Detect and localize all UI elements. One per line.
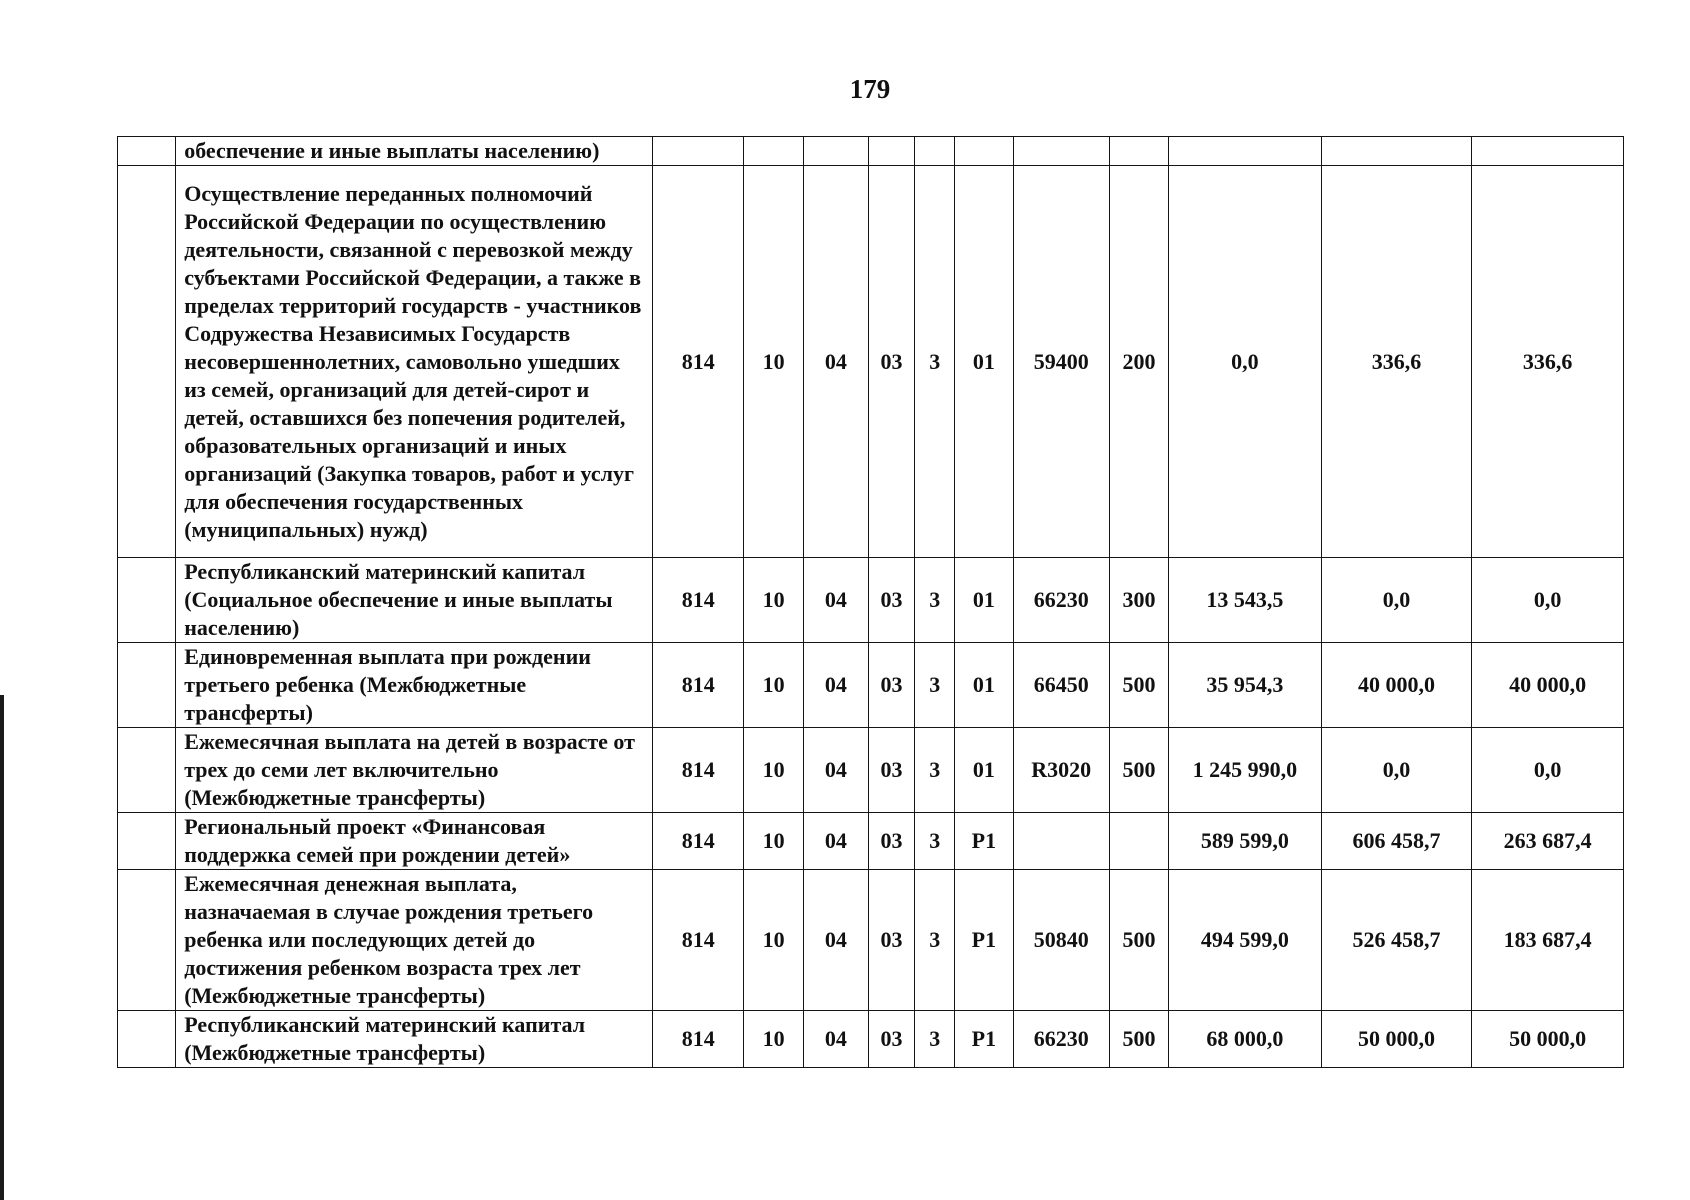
expense-type-cell: 500 <box>1109 1011 1168 1068</box>
table-row <box>118 1011 1624 1068</box>
row-name-cell: обеспечение и иные выплаты населению) <box>176 137 653 166</box>
amount-year-1-cell: 68 000,0 <box>1169 1011 1322 1068</box>
row-name-cell: Ежемесячная денежная выплата, назначаемая в случае рождения третьего ребенка или последующих детей до достижения ребенком возраста трех лет (Межбюджетные трансферты) <box>176 870 653 1011</box>
admin-code-cell: 814 <box>653 643 744 728</box>
row-name-cell: Единовременная выплата при рождении третьего ребенка (Межбюджетные трансферты) <box>176 643 653 728</box>
main-activity-code-cell: P1 <box>955 870 1013 1011</box>
direction-code-cell: 66230 <box>1013 1011 1109 1068</box>
row-name-cell: Республиканский материнский капитал (Социальное обеспечение и иные выплаты населению) <box>176 558 653 643</box>
row-number-cell <box>118 166 176 558</box>
amount-year-3-cell: 263 687,4 <box>1472 813 1624 870</box>
amount-year-1-cell <box>1169 137 1322 166</box>
main-activity-code-cell: P1 <box>955 813 1013 870</box>
amount-year-1-cell: 589 599,0 <box>1169 813 1322 870</box>
table-row <box>118 558 1624 643</box>
direction-code-cell: 50840 <box>1013 870 1109 1011</box>
expense-type-cell: 500 <box>1109 728 1168 813</box>
direction-code-cell: 66450 <box>1013 643 1109 728</box>
section-code-cell: 10 <box>744 1011 803 1068</box>
main-activity-code-cell: 01 <box>955 558 1013 643</box>
main-activity-code-cell: 01 <box>955 166 1013 558</box>
subsection-code-cell: 04 <box>803 870 868 1011</box>
direction-code-cell: R3020 <box>1013 728 1109 813</box>
amount-year-2-cell: 0,0 <box>1321 728 1472 813</box>
amount-year-3-cell <box>1472 137 1624 166</box>
row-number-cell <box>118 813 176 870</box>
row-number-cell <box>118 728 176 813</box>
expense-type-cell <box>1109 137 1168 166</box>
subprogram-code-cell: 3 <box>915 1011 955 1068</box>
admin-code-cell: 814 <box>653 728 744 813</box>
amount-year-3-cell: 50 000,0 <box>1472 1011 1624 1068</box>
admin-code-cell: 814 <box>653 558 744 643</box>
subprogram-code-cell <box>915 137 955 166</box>
table-row <box>118 643 1624 728</box>
admin-code-cell: 814 <box>653 166 744 558</box>
expense-type-cell: 500 <box>1109 870 1168 1011</box>
amount-year-2-cell: 336,6 <box>1321 166 1472 558</box>
admin-code-cell <box>653 137 744 166</box>
expense-type-cell: 500 <box>1109 643 1168 728</box>
row-number-cell <box>118 137 176 166</box>
row-name-cell: Региональный проект «Финансовая поддержка семей при рождении детей» <box>176 813 653 870</box>
amount-year-3-cell: 0,0 <box>1472 558 1624 643</box>
section-code-cell: 10 <box>744 813 803 870</box>
expense-type-cell <box>1109 813 1168 870</box>
subprogram-code-cell: 3 <box>915 166 955 558</box>
row-number-cell <box>118 643 176 728</box>
admin-code-cell: 814 <box>653 870 744 1011</box>
amount-year-2-cell: 606 458,7 <box>1321 813 1472 870</box>
row-number-cell <box>118 558 176 643</box>
amount-year-3-cell: 0,0 <box>1472 728 1624 813</box>
subsection-code-cell: 04 <box>803 643 868 728</box>
direction-code-cell: 59400 <box>1013 166 1109 558</box>
amount-year-3-cell: 40 000,0 <box>1472 643 1624 728</box>
subprogram-code-cell: 3 <box>915 558 955 643</box>
subsection-code-cell: 04 <box>803 728 868 813</box>
subsection-code-cell: 04 <box>803 1011 868 1068</box>
amount-year-3-cell: 336,6 <box>1472 166 1624 558</box>
program-code-cell <box>868 137 914 166</box>
amount-year-1-cell: 1 245 990,0 <box>1169 728 1322 813</box>
subprogram-code-cell: 3 <box>915 643 955 728</box>
subprogram-code-cell: 3 <box>915 728 955 813</box>
row-name-cell: Ежемесячная выплата на детей в возрасте от трех до семи лет включительно (Межбюджетные трансферты) <box>176 728 653 813</box>
program-code-cell: 03 <box>868 813 914 870</box>
amount-year-2-cell: 40 000,0 <box>1321 643 1472 728</box>
table-row <box>118 137 1624 166</box>
section-code-cell: 10 <box>744 728 803 813</box>
subprogram-code-cell: 3 <box>915 813 955 870</box>
subsection-code-cell: 04 <box>803 166 868 558</box>
section-code-cell <box>744 137 803 166</box>
subprogram-code-cell: 3 <box>915 870 955 1011</box>
admin-code-cell: 814 <box>653 1011 744 1068</box>
main-activity-code-cell: 01 <box>955 728 1013 813</box>
section-code-cell: 10 <box>744 166 803 558</box>
table-row <box>118 166 1624 558</box>
amount-year-1-cell: 13 543,5 <box>1169 558 1322 643</box>
amount-year-2-cell: 526 458,7 <box>1321 870 1472 1011</box>
amount-year-3-cell: 183 687,4 <box>1472 870 1624 1011</box>
amount-year-2-cell: 50 000,0 <box>1321 1011 1472 1068</box>
table-row <box>118 813 1624 870</box>
table-row <box>118 728 1624 813</box>
subsection-code-cell <box>803 137 868 166</box>
main-activity-code-cell: P1 <box>955 1011 1013 1068</box>
budget-table <box>117 136 1624 1068</box>
subsection-code-cell: 04 <box>803 558 868 643</box>
direction-code-cell <box>1013 813 1109 870</box>
section-code-cell: 10 <box>744 870 803 1011</box>
table-row <box>118 870 1624 1011</box>
program-code-cell: 03 <box>868 870 914 1011</box>
amount-year-1-cell: 494 599,0 <box>1169 870 1322 1011</box>
amount-year-2-cell <box>1321 137 1472 166</box>
direction-code-cell: 66230 <box>1013 558 1109 643</box>
expense-type-cell: 300 <box>1109 558 1168 643</box>
scan-edge-mark <box>0 695 4 1200</box>
program-code-cell: 03 <box>868 166 914 558</box>
program-code-cell: 03 <box>868 728 914 813</box>
expense-type-cell: 200 <box>1109 166 1168 558</box>
admin-code-cell: 814 <box>653 813 744 870</box>
row-number-cell <box>118 870 176 1011</box>
main-activity-code-cell: 01 <box>955 643 1013 728</box>
main-activity-code-cell <box>955 137 1013 166</box>
amount-year-1-cell: 35 954,3 <box>1169 643 1322 728</box>
row-number-cell <box>118 1011 176 1068</box>
subsection-code-cell: 04 <box>803 813 868 870</box>
row-name-cell: Республиканский материнский капитал (Межбюджетные трансферты) <box>176 1011 653 1068</box>
page-number: 179 <box>849 74 891 104</box>
program-code-cell: 03 <box>868 643 914 728</box>
section-code-cell: 10 <box>744 643 803 728</box>
program-code-cell: 03 <box>868 558 914 643</box>
program-code-cell: 03 <box>868 1011 914 1068</box>
row-name-cell: Осуществление переданных полномочий Российской Федерации по осуществлению деятельности, связанной с перевозкой между субъектами Российской Федерации, а также в пределах территорий государств - участников Содружества Независимых Государств несовершеннолетних, самовольно ушедших из семей, организаций для детей-сирот и детей, оставшихся без попечения родителей, образовательных организаций и иных организаций (Закупка товаров, работ и услуг для обеспечения государственных (муниципальных) нужд) <box>176 166 653 558</box>
amount-year-1-cell: 0,0 <box>1169 166 1322 558</box>
budget-table-body <box>118 137 1624 1068</box>
direction-code-cell <box>1013 137 1109 166</box>
section-code-cell: 10 <box>744 558 803 643</box>
amount-year-2-cell: 0,0 <box>1321 558 1472 643</box>
